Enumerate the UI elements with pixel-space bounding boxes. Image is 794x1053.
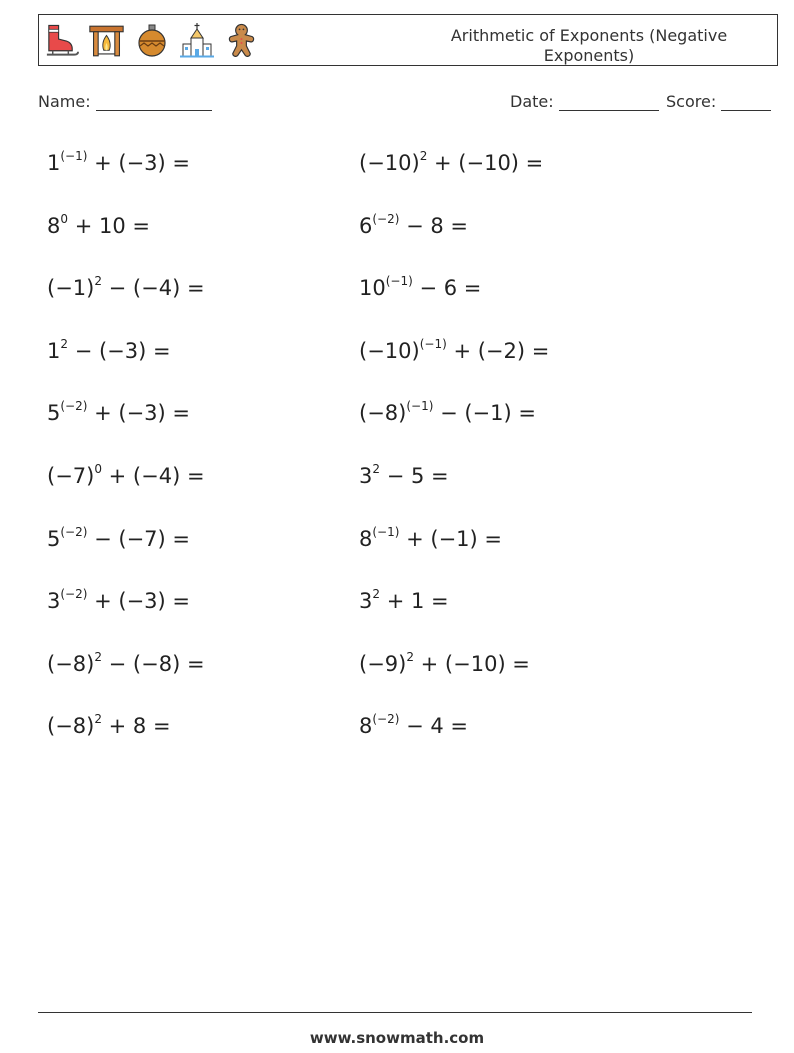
- problem-base: 8: [359, 526, 373, 551]
- problem-exponent: 2: [60, 336, 69, 351]
- problem-base: (−9): [359, 651, 407, 676]
- problem-operation: + (−10) =: [413, 651, 530, 676]
- problem-item: [359, 401, 536, 425]
- problem-exponent: (−2): [60, 587, 88, 602]
- name-blank[interactable]: [96, 92, 212, 111]
- problem-base: (−8): [47, 714, 95, 739]
- problem-exponent: (−1): [60, 149, 88, 163]
- ornament-icon: [133, 21, 170, 61]
- problem-base: 10: [359, 276, 386, 301]
- problem-base: 3: [359, 589, 373, 614]
- problem-base: 8: [47, 213, 61, 238]
- problem-item: [359, 211, 469, 238]
- problem-item: [47, 714, 171, 738]
- score-field: [666, 92, 771, 111]
- problem-operation: + 8 =: [101, 714, 171, 739]
- problem-exponent: 2: [372, 587, 381, 602]
- problem-item: [359, 524, 502, 551]
- problem-operation: − 5 =: [380, 464, 449, 488]
- problem-item: [359, 151, 543, 175]
- problem-operation: + (−3) =: [87, 589, 190, 614]
- date-blank[interactable]: [559, 92, 659, 111]
- problem-operation: + (−4) =: [101, 464, 205, 488]
- problem-base: 3: [47, 589, 61, 614]
- problem-exponent: 0: [60, 211, 69, 226]
- problem-operation: + (−10) =: [427, 151, 544, 175]
- problem-item: [359, 276, 481, 300]
- problem-exponent: 2: [419, 149, 428, 163]
- problem-item: [47, 589, 190, 613]
- problem-operation: + (−1) =: [399, 526, 502, 551]
- ice-skate-icon: [43, 21, 80, 61]
- worksheet-title: Arithmetic of Exponents (Negative Exponents): [450, 26, 728, 65]
- problem-exponent: (−2): [60, 399, 88, 414]
- problem-exponent: (−1): [385, 274, 413, 289]
- problem-base: (−1): [47, 276, 95, 301]
- problem-item: [47, 276, 205, 300]
- problem-base: (−8): [359, 401, 407, 426]
- problem-item: [359, 714, 468, 738]
- problem-base: 3: [359, 464, 373, 488]
- problem-item: [359, 336, 550, 363]
- problem-exponent: 2: [94, 649, 102, 664]
- problem-operation: + 1 =: [380, 589, 449, 614]
- problem-exponent: 0: [94, 462, 102, 476]
- problem-base: (−10): [359, 338, 420, 363]
- gingerbread-man-icon: [223, 21, 260, 61]
- problem-item: [359, 589, 449, 613]
- problem-operation: − (−8) =: [101, 651, 205, 676]
- problem-exponent: 2: [94, 712, 102, 727]
- fireplace-icon: [88, 21, 125, 61]
- problem-base: 1: [47, 338, 61, 363]
- problem-exponent: 2: [372, 462, 381, 476]
- problem-operation: + 10 =: [68, 213, 150, 238]
- name-field: [38, 92, 212, 111]
- problem-item: [47, 524, 190, 551]
- problem-operation: − (−4) =: [101, 276, 205, 301]
- problem-exponent: (−1): [406, 399, 434, 414]
- problem-base: (−8): [47, 651, 95, 676]
- problem-exponent: (−1): [419, 336, 447, 351]
- problem-base: 5: [47, 401, 61, 426]
- problem-base: 6: [359, 213, 373, 238]
- date-field: [510, 92, 659, 111]
- date-label: Date:: [510, 92, 554, 111]
- problem-item: [47, 401, 190, 425]
- problem-exponent: 2: [406, 649, 414, 664]
- problem-operation: + (−3) =: [87, 151, 190, 175]
- problem-exponent: (−1): [372, 524, 400, 539]
- problem-item: [359, 464, 449, 488]
- problem-operation: − 4 =: [399, 714, 469, 739]
- problem-item: [47, 464, 205, 488]
- worksheet-header: [38, 14, 778, 66]
- problem-exponent: 2: [94, 274, 102, 289]
- icon-strip: [43, 21, 260, 61]
- problem-operation: − (−1) =: [433, 401, 536, 426]
- footer-divider: [38, 1012, 752, 1013]
- problem-exponent: (−2): [60, 524, 88, 539]
- footer-url: www.snowmath.com: [309, 1029, 485, 1047]
- problem-exponent: (−2): [372, 211, 400, 226]
- problem-base: 8: [359, 714, 373, 739]
- problem-operation: + (−3) =: [87, 401, 190, 426]
- problem-operation: − 8 =: [399, 213, 469, 238]
- problem-item: [359, 649, 530, 676]
- problem-item: [47, 336, 171, 363]
- problem-base: 5: [47, 526, 61, 551]
- problem-exponent: (−2): [372, 712, 400, 727]
- score-blank[interactable]: [721, 92, 771, 111]
- church-icon: [178, 21, 215, 61]
- problem-item: [47, 211, 150, 238]
- problem-item: [47, 151, 190, 175]
- problem-base: (−7): [47, 464, 95, 488]
- name-label: Name:: [38, 92, 91, 111]
- problem-base: 1: [47, 151, 61, 175]
- score-label: Score:: [666, 92, 717, 111]
- problem-operation: − (−7) =: [87, 526, 190, 551]
- problem-base: (−10): [359, 151, 420, 175]
- problem-operation: − 6 =: [412, 276, 482, 301]
- problem-operation: − (−3) =: [68, 338, 171, 363]
- problem-operation: + (−2) =: [446, 338, 550, 363]
- problem-item: [47, 649, 205, 676]
